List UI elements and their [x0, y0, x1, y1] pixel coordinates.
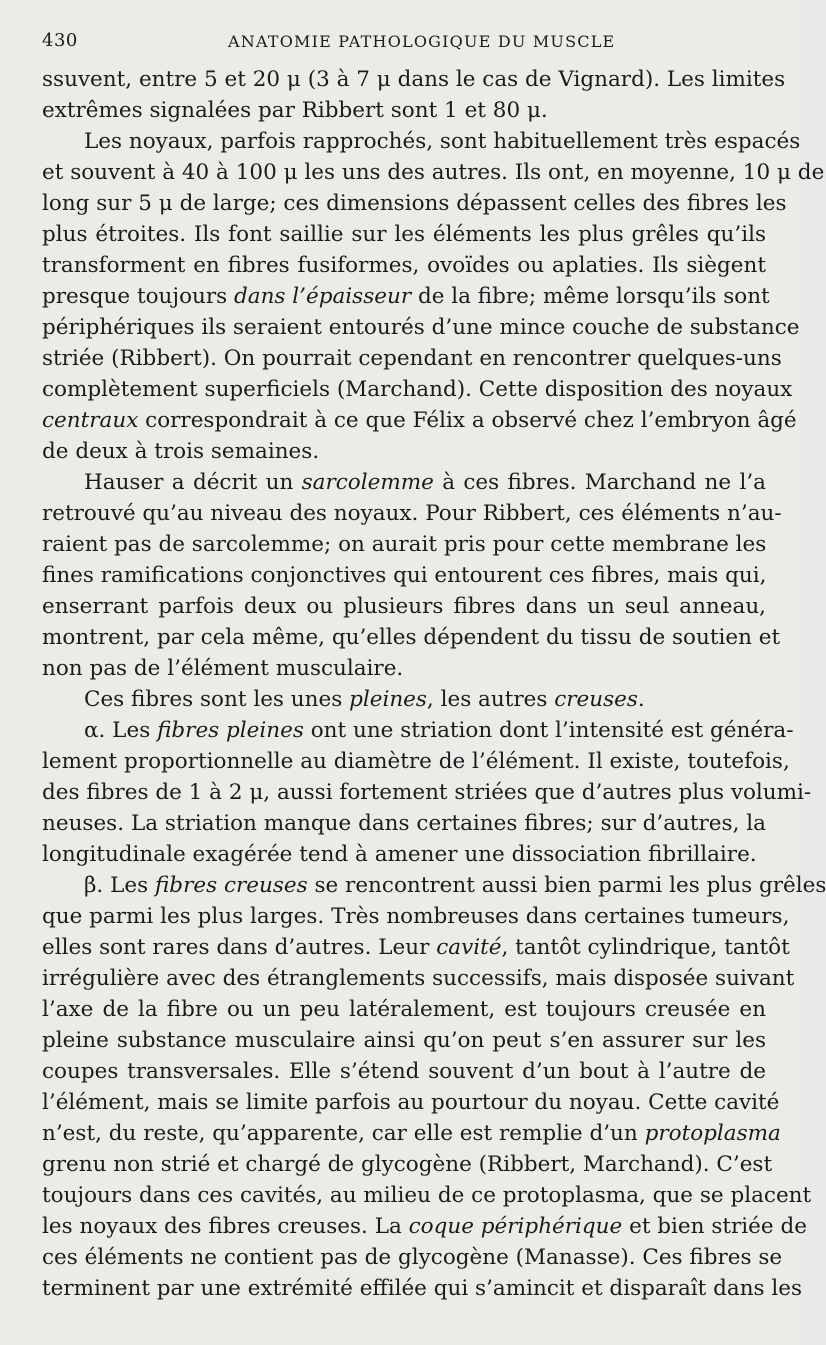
text-line: [42, 219, 766, 250]
italic-text: creuses: [554, 687, 638, 712]
text-line: [42, 963, 795, 994]
text-segment: Hauser a décrit un: [84, 470, 302, 495]
text-segment: montrent, par cela même, qu’elles dépendent du tissu de soutien et: [42, 625, 781, 650]
text-segment: à ces fibres. Marchand ne l’a: [433, 470, 766, 495]
text-segment: les noyaux des fibres creuses. La: [42, 1214, 409, 1239]
text-line: [42, 436, 766, 467]
italic-text: cavité: [436, 935, 502, 960]
italic-text: dans l’épaisseur: [234, 284, 412, 309]
italic-text: protoplasma: [644, 1121, 781, 1146]
page-header: [42, 24, 766, 64]
text-line: [42, 343, 782, 374]
text-line: [42, 95, 766, 126]
text-segment: long sur 5 μ de large; ces dimensions dépassent celles des fibres les: [42, 191, 787, 216]
text-segment: ont une striation dont l’intensité est généra-: [303, 718, 794, 743]
text-segment: neuses. La striation manque dans certaines fibres; sur d’autres, la: [42, 811, 766, 836]
text-segment: coupes transversales. Elle s’étend souvent d’un bout à l’autre de: [42, 1059, 766, 1084]
text-line: [42, 591, 766, 622]
text-segment: elles sont rares dans d’autres. Leur: [42, 935, 437, 960]
italic-text: pleines: [349, 687, 427, 712]
italic-text: sarcolemme: [301, 470, 434, 495]
text-segment: n’est, du reste, qu’apparente, car elle est remplie d’un: [42, 1121, 645, 1146]
text-line: [42, 994, 766, 1025]
text-line: [42, 529, 766, 560]
text-line: [42, 1242, 783, 1273]
text-line: [42, 746, 790, 777]
text-segment: et souvent à 40 à 100 μ les uns des autres. Ils ont, en moyenne, 10 μ de: [42, 160, 825, 185]
text-line: [42, 684, 766, 715]
text-line: [42, 1056, 766, 1087]
text-segment: correspondrait à ce que Félix a observé chez l’embryon âgé: [138, 408, 797, 433]
text-segment: β. Les: [84, 873, 155, 898]
text-segment: extrêmes signalées par Ribbert sont 1 et 80 μ.: [42, 98, 548, 123]
body-text: [42, 64, 826, 1304]
text-segment: ssuvent, entre 5 et 20 μ (3 à 7 μ dans le cas de Vignard). Les limites: [42, 67, 786, 92]
text-segment: Les noyaux, parfois rapprochés, sont habituellement très espacés: [84, 129, 801, 154]
running-title: ANATOMIE PATHOLOGIQUE DU MUSCLE: [228, 32, 616, 51]
text-line: [42, 188, 787, 219]
text-line: [42, 281, 770, 312]
text-segment: des fibres de 1 à 2 μ, aussi fortement striées que d’autres plus volumi-: [42, 780, 812, 805]
text-line: [42, 653, 766, 684]
text-segment: raient pas de sarcolemme; on aurait pris pour cette membrane les: [42, 532, 767, 557]
text-line: [42, 405, 797, 436]
text-segment: ces éléments ne contient pas de glycogène (Manasse). Ces fibres se: [42, 1245, 783, 1270]
italic-text: fibres creuses: [154, 873, 308, 898]
text-line: [42, 560, 766, 591]
text-line: [42, 777, 812, 808]
text-line: [42, 839, 766, 870]
text-segment: et bien striée de: [622, 1214, 807, 1239]
text-line: [42, 1025, 766, 1056]
text-line: [42, 1211, 807, 1242]
text-line: [42, 715, 794, 746]
text-segment: complètement superficiels (Marchand). Cette disposition des noyaux: [42, 377, 793, 402]
text-segment: de la fibre; même lorsqu’ils sont: [411, 284, 770, 309]
text-segment: toujours dans ces cavités, au milieu de ce protoplasma, que se placent: [42, 1183, 812, 1208]
text-segment: non pas de l’élément musculaire.: [42, 656, 404, 681]
text-segment: transforment en fibres fusiformes, ovoïdes ou aplaties. Ils siègent: [42, 253, 766, 278]
text-segment: fines ramifications conjonctives qui entourent ces fibres, mais qui,: [42, 563, 767, 588]
text-segment: l’élément, mais se limite parfois au pourtour du noyau. Cette cavité: [42, 1090, 780, 1115]
text-segment: α. Les: [84, 718, 158, 743]
text-segment: grenu non strié et chargé de glycogène (Ribbert, Marchand). C’est: [42, 1152, 773, 1177]
text-line: [42, 622, 781, 653]
page-number: 430: [42, 30, 78, 51]
text-segment: périphériques ils seraient entourés d’une mince couche de substance: [42, 315, 800, 340]
text-segment: terminent par une extrémité effilée qui s’amincit et disparaît dans les: [42, 1276, 803, 1301]
text-line: [42, 1118, 781, 1149]
text-segment: longitudinale exagérée tend à amener une dissociation fibrillaire.: [42, 842, 757, 867]
text-line: [42, 870, 826, 901]
text-segment: se rencontrent aussi bien parmi les plus grêles: [307, 873, 826, 898]
text-segment: Ces fibres sont les unes: [84, 687, 350, 712]
text-segment: , tantôt cylindrique, tantôt: [501, 935, 790, 960]
text-line: [42, 157, 825, 188]
text-segment: plus étroites. Ils font saillie sur les éléments les plus grêles qu’ils: [42, 222, 766, 247]
italic-text: centraux: [42, 408, 139, 433]
text-line: [42, 1087, 780, 1118]
text-line: [42, 374, 793, 405]
text-line: [42, 932, 790, 963]
text-line: [42, 498, 782, 529]
text-segment: l’axe de la fibre ou un peu latéralement, est toujours creusée en: [42, 997, 766, 1022]
text-line: [42, 808, 766, 839]
text-segment: que parmi les plus larges. Très nombreuses dans certaines tumeurs,: [42, 904, 790, 929]
text-segment: presque toujours: [42, 284, 234, 309]
text-line: [42, 1180, 812, 1211]
text-segment: enserrant parfois deux ou plusieurs fibres dans un seul anneau,: [42, 594, 766, 619]
text-line: [42, 901, 790, 932]
text-line: [42, 1273, 803, 1304]
text-segment: lement proportionnelle au diamètre de l’élément. Il existe, toutefois,: [42, 749, 790, 774]
italic-text: coque périphérique: [408, 1214, 623, 1239]
text-segment: de deux à trois semaines.: [42, 439, 320, 464]
text-segment: .: [637, 687, 645, 712]
text-line: [42, 1149, 773, 1180]
text-segment: pleine substance musculaire ainsi qu’on peut s’en assurer sur les: [42, 1028, 766, 1053]
italic-text: fibres pleines: [157, 718, 304, 743]
text-segment: , les autres: [426, 687, 555, 712]
text-line: [42, 250, 766, 281]
text-line: [42, 312, 800, 343]
text-line: [42, 126, 801, 157]
text-line: [42, 467, 766, 498]
text-segment: striée (Ribbert). On pourrait cependant en rencontrer quelques-uns: [42, 346, 782, 371]
text-segment: irrégulière avec des étranglements successifs, mais disposée suivant: [42, 966, 795, 991]
text-line: [42, 64, 786, 95]
text-segment: retrouvé qu’au niveau des noyaux. Pour Ribbert, ces éléments n’au-: [42, 501, 782, 526]
